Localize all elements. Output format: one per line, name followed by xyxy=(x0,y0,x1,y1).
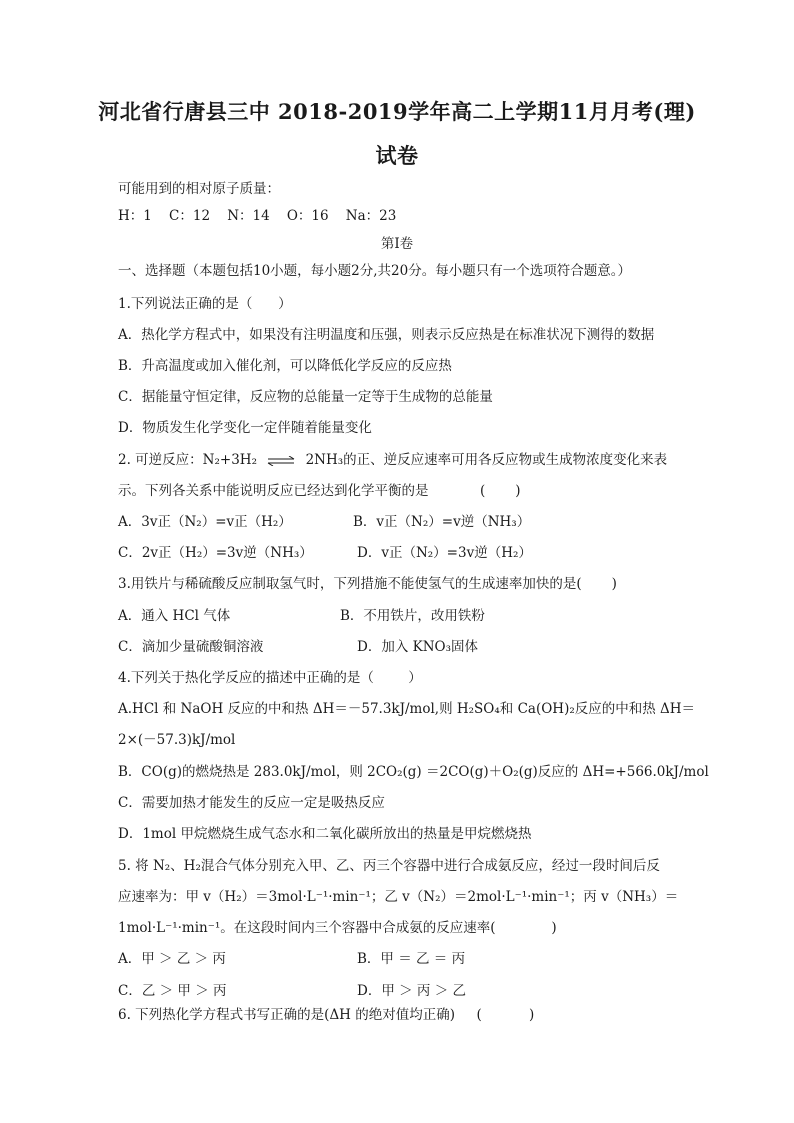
question-2-option-d: D．v正（N₂）=3v逆（H₂） xyxy=(357,545,532,561)
question-5-option-b: B．甲 ＝ 乙 ＝ 丙 xyxy=(357,951,466,967)
question-5-stem-line1: 5. 将 N₂、H₂混合气体分别充入甲、乙、丙三个容器中进行合成氨反应，经过一段时间后反 xyxy=(118,858,660,874)
section-intro: 一、选择题（本题包括10小题，每小题2分,共20分。每小题只有一个选项符合题意。） xyxy=(118,263,631,279)
question-2-stem-line2: 示。下列各关系中能说明反应已经达到化学平衡的是 ( ) xyxy=(118,483,521,499)
equilibrium-arrow-icon xyxy=(267,456,295,466)
question-1-stem: 1.下列说法正确的是（ ） xyxy=(118,296,292,312)
volume-heading: 第Ⅰ卷 xyxy=(380,236,414,252)
question-5-stem-line2: 应速率为：甲 v（H₂）＝3mol·L⁻¹·min⁻¹；乙 v（N₂）＝2mol·L⁻¹·min⁻¹；丙 v（NH₃）＝ xyxy=(118,889,679,905)
question-6-stem: 6. 下列热化学方程式书写正确的是(ΔH 的绝对值均正确) ( ) xyxy=(118,1007,535,1023)
question-5-option-a: A．甲 ＞ 乙 ＞ 丙 xyxy=(118,951,226,967)
question-1-option-a: A．热化学方程式中，如果没有注明温度和压强，则表示反应热是在标准状况下测得的数据 xyxy=(118,327,655,343)
atomic-mass-label: 可能用到的相对原子质量： xyxy=(118,181,280,197)
document-title-line2: 试卷 xyxy=(375,143,419,168)
question-3-stem: 3.用铁片与稀硫酸反应制取氢气时，下列措施不能使氢气的生成速率加快的是( ) xyxy=(118,576,617,592)
question-1-option-c: C．据能量守恒定律，反应物的总能量一定等于生成物的总能量 xyxy=(118,389,493,405)
question-2-option-a: A．3v正（N₂）=v正（H₂） xyxy=(118,514,292,530)
question-2-option-c: C．2v正（H₂）=3v逆（NH₃） xyxy=(118,545,313,561)
question-1-option-b: B．升高温度或加入催化剂，可以降低化学反应的反应热 xyxy=(118,358,452,374)
question-3-option-a: A．通入 HCl 气体 xyxy=(118,608,231,624)
question-4-stem: 4.下列关于热化学反应的描述中正确的是（ ） xyxy=(118,670,422,686)
question-3-option-b: B．不用铁片，改用铁粉 xyxy=(340,608,485,624)
question-4-option-a-cont: 2×(－57.3)kJ/mol xyxy=(118,732,236,748)
question-4-option-b: B．CO(g)的燃烧热是 283.0kJ/mol，则 2CO₂(g) ＝2CO(g)＋O₂(g)反应的 ΔH=+566.0kJ/mol xyxy=(118,764,709,780)
document-title: 河北省行唐县三中 2018-2019学年高二上学期11月月考(理) xyxy=(98,99,696,124)
question-2-stem-part1: 2. 可逆反应：N₂+3H₂ xyxy=(118,452,257,468)
atomic-mass-values: H：1 C：12 N：14 O：16 Na：23 xyxy=(118,208,397,224)
question-2-option-b: B．v正（N₂）=v逆（NH₃） xyxy=(353,514,531,530)
question-2-stem-part2: 2NH₃的正、逆反应速率可用各反应物或生成物浓度变化来表 xyxy=(305,452,668,468)
question-5-option-c: C．乙 ＞ 甲 ＞ 丙 xyxy=(118,983,227,999)
question-5-option-d: D．甲 ＞ 丙 ＞ 乙 xyxy=(357,983,466,999)
question-2-stem-line1 xyxy=(118,451,667,469)
question-5-stem-line3: 1mol·L⁻¹·min⁻¹。在这段时间内三个容器中合成氨的反应速率( ) xyxy=(118,920,557,936)
question-3-option-c: C．滴加少量硫酸铜溶液 xyxy=(118,639,264,655)
question-3-option-d: D．加入 KNO₃固体 xyxy=(357,639,478,655)
question-4-option-a: A.HCl 和 NaOH 反应的中和热 ΔH＝－57.3kJ/mol,则 H₂SO₄和 Ca(OH)₂反应的中和热 ΔH＝ xyxy=(118,701,696,717)
question-4-option-d: D．1mol 甲烷燃烧生成气态水和二氧化碳所放出的热量是甲烷燃烧热 xyxy=(118,826,532,842)
question-1-option-d: D．物质发生化学变化一定伴随着能量变化 xyxy=(118,420,372,436)
question-4-option-c: C．需要加热才能发生的反应一定是吸热反应 xyxy=(118,795,385,811)
